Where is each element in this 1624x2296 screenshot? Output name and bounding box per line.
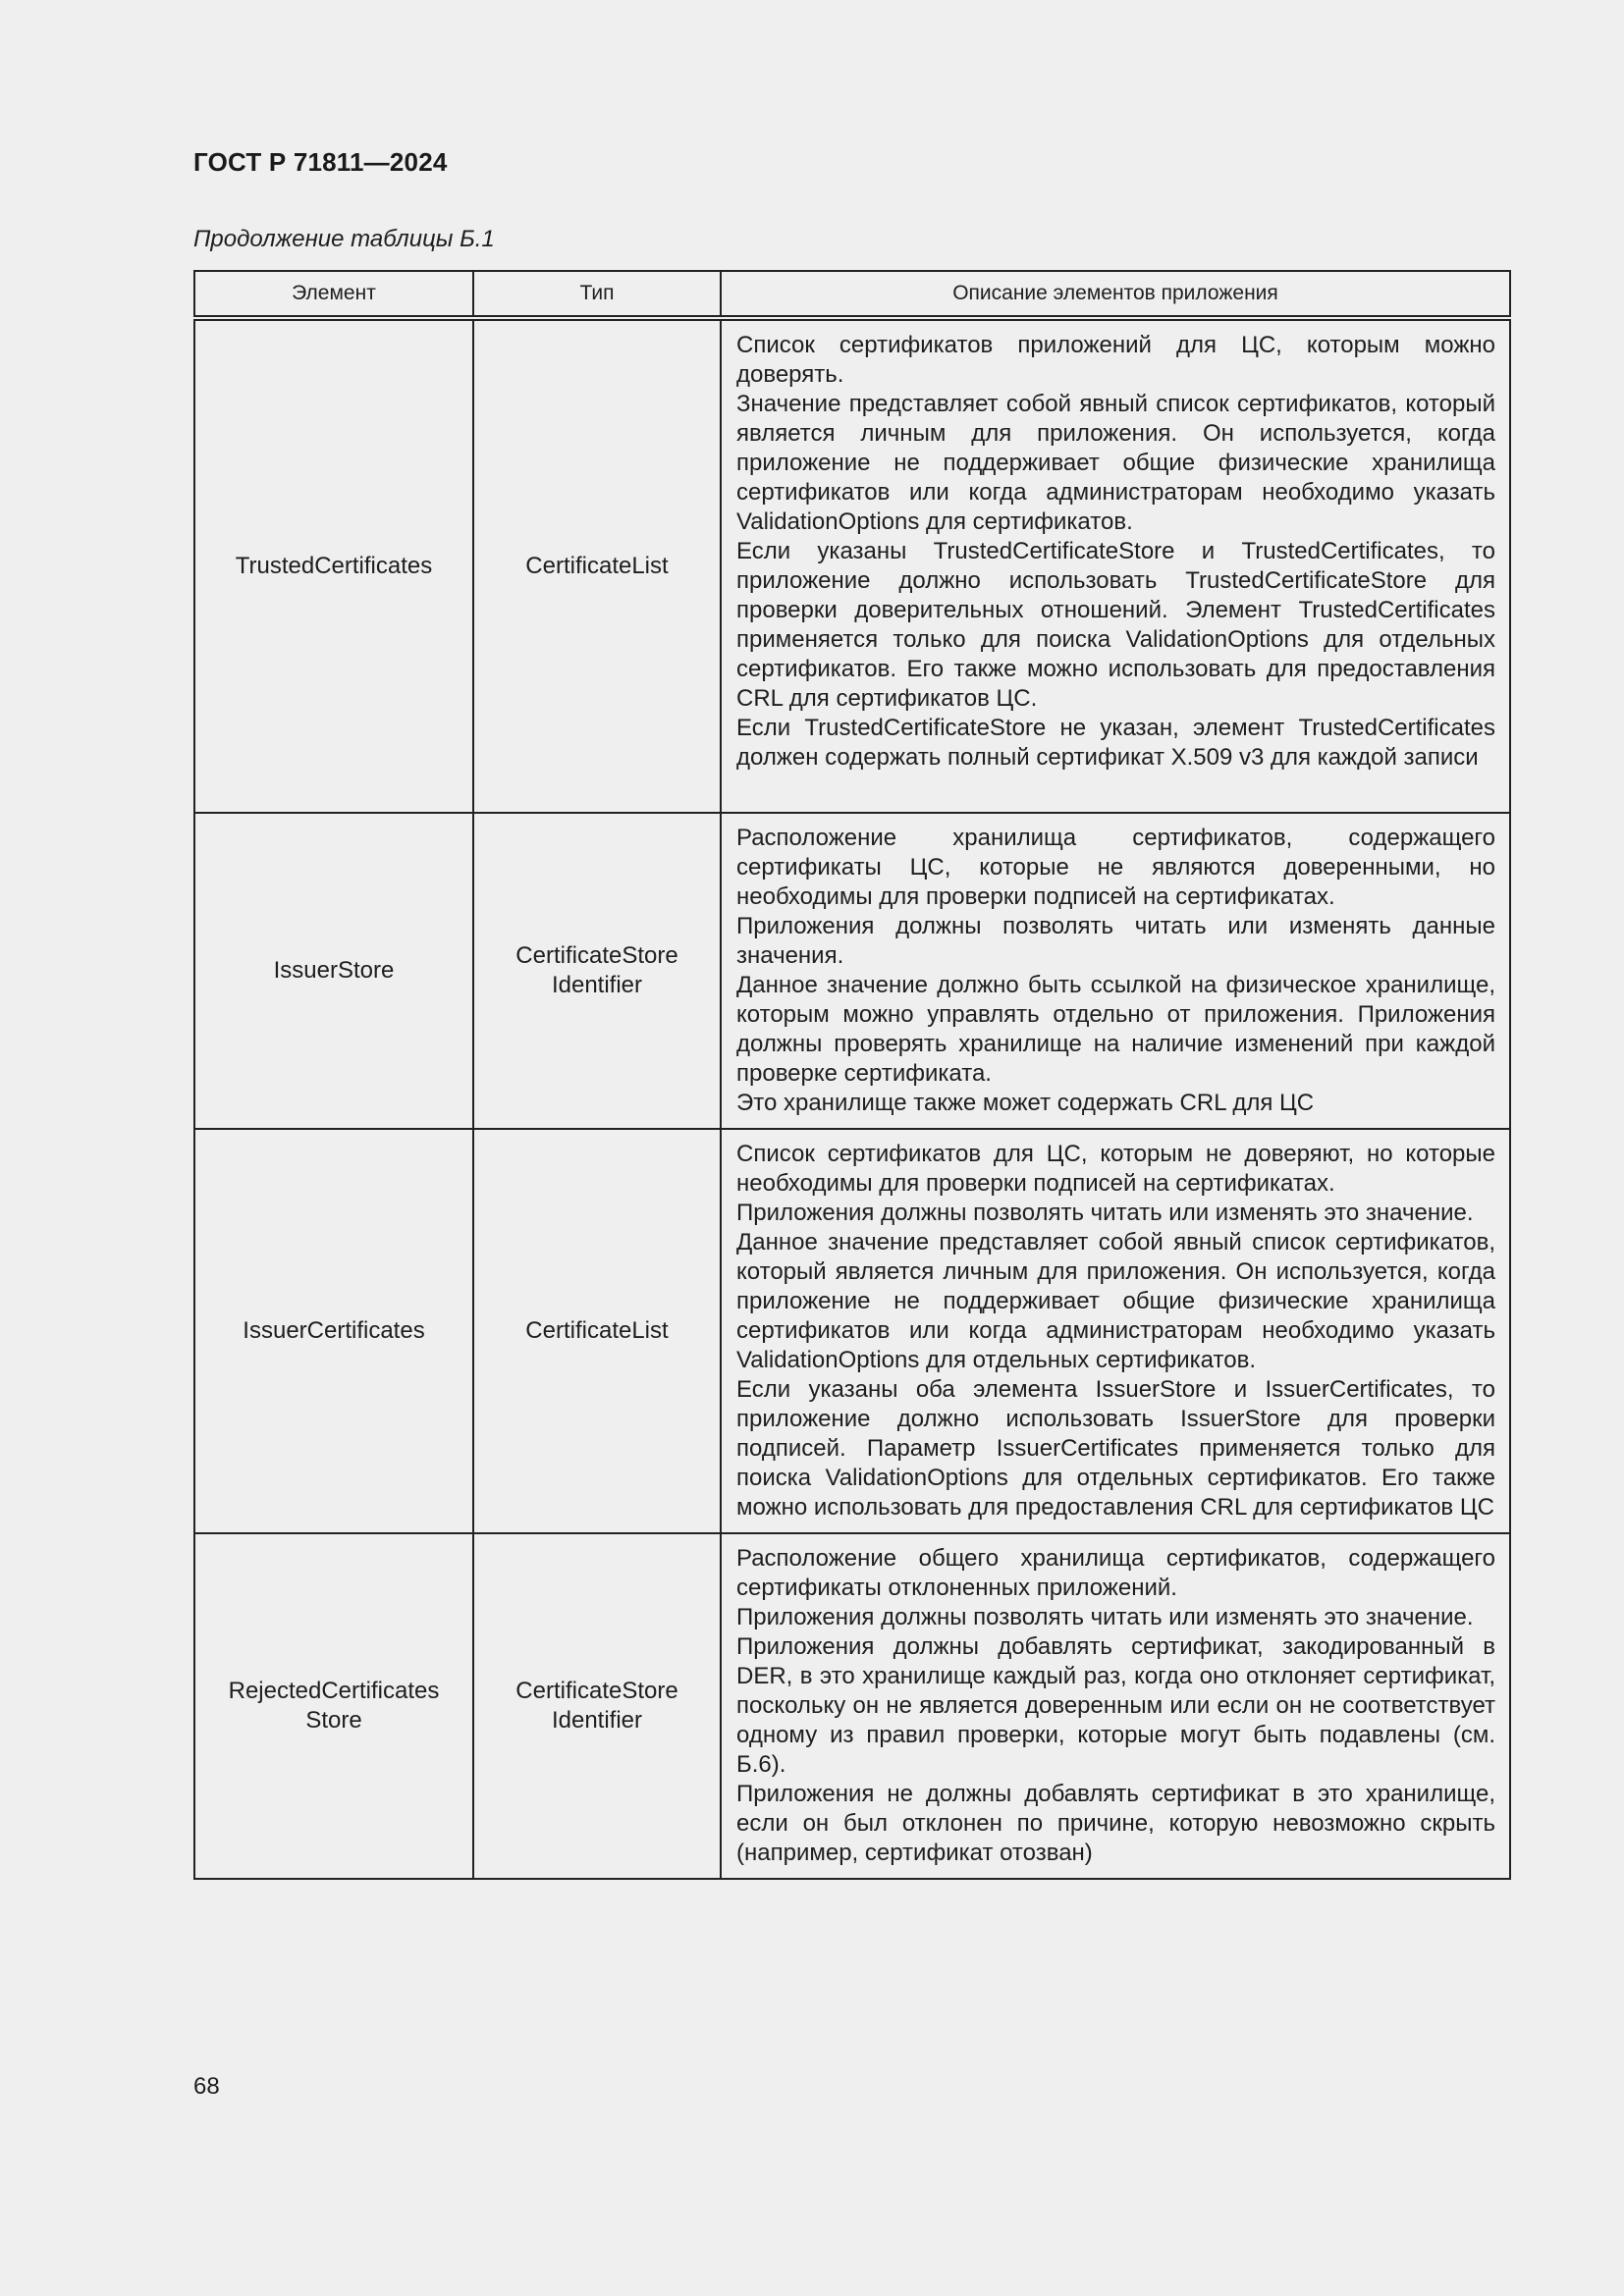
description-paragraph: Расположение общего хранилища сертификатов, содержащего сертификаты отклоненных приложений.	[736, 1545, 1495, 1601]
description-paragraph: Данное значение должно быть ссылкой на физическое хранилище, которым можно управлять отдельно от приложения. Приложения должны проверять хранилище на наличие изменений при каждой проверке сертификата.	[736, 972, 1495, 1087]
description-paragraph: Список сертификатов для ЦС, которым не доверяют, но которые необходимы для проверки подписей на сертификатах.	[736, 1141, 1495, 1197]
table-row	[194, 1129, 1510, 1533]
description-paragraph: Если указаны оба элемента IssuerStore и IssuerCertificates, то приложение должно использовать IssuerStore для проверки подписей. Параметр IssuerCertificates применяется только для поиска ValidationOptions для отдельных сертификатов. Его также можно использовать для предоставления CRL для сертификатов ЦС	[736, 1376, 1495, 1521]
table-row	[194, 318, 1510, 813]
element-cell: IssuerStore	[194, 813, 473, 1129]
description-paragraph: Это хранилище также может содержать CRL для ЦС	[736, 1090, 1315, 1116]
table-row	[194, 1533, 1510, 1879]
description-paragraph: Данное значение представляет собой явный список сертификатов, который является личным для приложения. Он используется, когда приложение не поддерживает общие физические хранилища сертификатов или когда администраторам необходимо указать ValidationOptions для отдельных сертификатов.	[736, 1229, 1495, 1373]
element-cell: IssuerCertificates	[194, 1129, 473, 1533]
type-cell: CertificateStore Identifier	[473, 1533, 721, 1879]
description-paragraph: Приложения не должны добавлять сертификат в это хранилище, если он был отклонен по причине, которую невозможно скрыть (например, сертификат отозван)	[736, 1781, 1495, 1866]
description-paragraph: Приложения должны позволять читать или изменять это значение.	[736, 1200, 1474, 1226]
table-header-row	[194, 271, 1510, 318]
description-cell	[721, 813, 1510, 1129]
description-paragraph: Приложения должны добавлять сертификат, закодированный в DER, в это хранилище каждый раз, когда оно отклоняет сертификат, поскольку он не является доверенным или если он не соответствует одному из правил проверки, которые могут быть подавлены (см. Б.6).	[736, 1633, 1495, 1778]
table-row	[194, 813, 1510, 1129]
description-paragraph: Расположение хранилища сертификатов, содержащего сертификаты ЦС, которые не являются доверенными, но необходимы для проверки подписей на сертификатах.	[736, 825, 1495, 910]
description-paragraph: Если TrustedCertificateStore не указан, элемент TrustedCertificates должен содержать полный сертификат X.509 v3 для каждой записи	[736, 715, 1495, 771]
column-header-element: Элемент	[194, 271, 473, 318]
document-header: ГОСТ Р 71811—2024	[193, 147, 448, 177]
description-paragraph: Список сертификатов приложений для ЦС, которым можно доверять.	[736, 332, 1495, 388]
description-cell	[721, 1533, 1510, 1879]
description-cell	[721, 1129, 1510, 1533]
type-cell: CertificateList	[473, 318, 721, 813]
page-number: 68	[193, 2073, 220, 2100]
type-cell: CertificateList	[473, 1129, 721, 1533]
description-cell	[721, 318, 1510, 813]
description-paragraph: Приложения должны позволять читать или изменять это значение.	[736, 1604, 1474, 1630]
type-cell: CertificateStore Identifier	[473, 813, 721, 1129]
description-paragraph: Значение представляет собой явный список сертификатов, который является личным для приложения. Он используется, когда приложение не поддерживает общие физические хранилища сертификатов или когда администраторам необходимо указать ValidationOptions для сертификатов.	[736, 391, 1495, 535]
description-paragraph: Приложения должны позволять читать или изменять данные значения.	[736, 913, 1495, 969]
table-container	[193, 270, 1509, 1880]
elements-table	[193, 270, 1511, 1880]
column-header-description: Описание элементов приложения	[721, 271, 1510, 318]
element-cell: TrustedCertificates	[194, 318, 473, 813]
column-header-type: Тип	[473, 271, 721, 318]
table-caption: Продолжение таблицы Б.1	[193, 226, 495, 252]
element-cell: RejectedCertificates Store	[194, 1533, 473, 1879]
description-paragraph: Если указаны TrustedCertificateStore и TrustedCertificates, то приложение должно использовать TrustedCertificateStore для проверки доверительных отношений. Элемент TrustedCertificates применяется только для поиска ValidationOptions для отдельных сертификатов. Его также можно использовать для предоставления CRL для сертификатов ЦС.	[736, 538, 1495, 712]
